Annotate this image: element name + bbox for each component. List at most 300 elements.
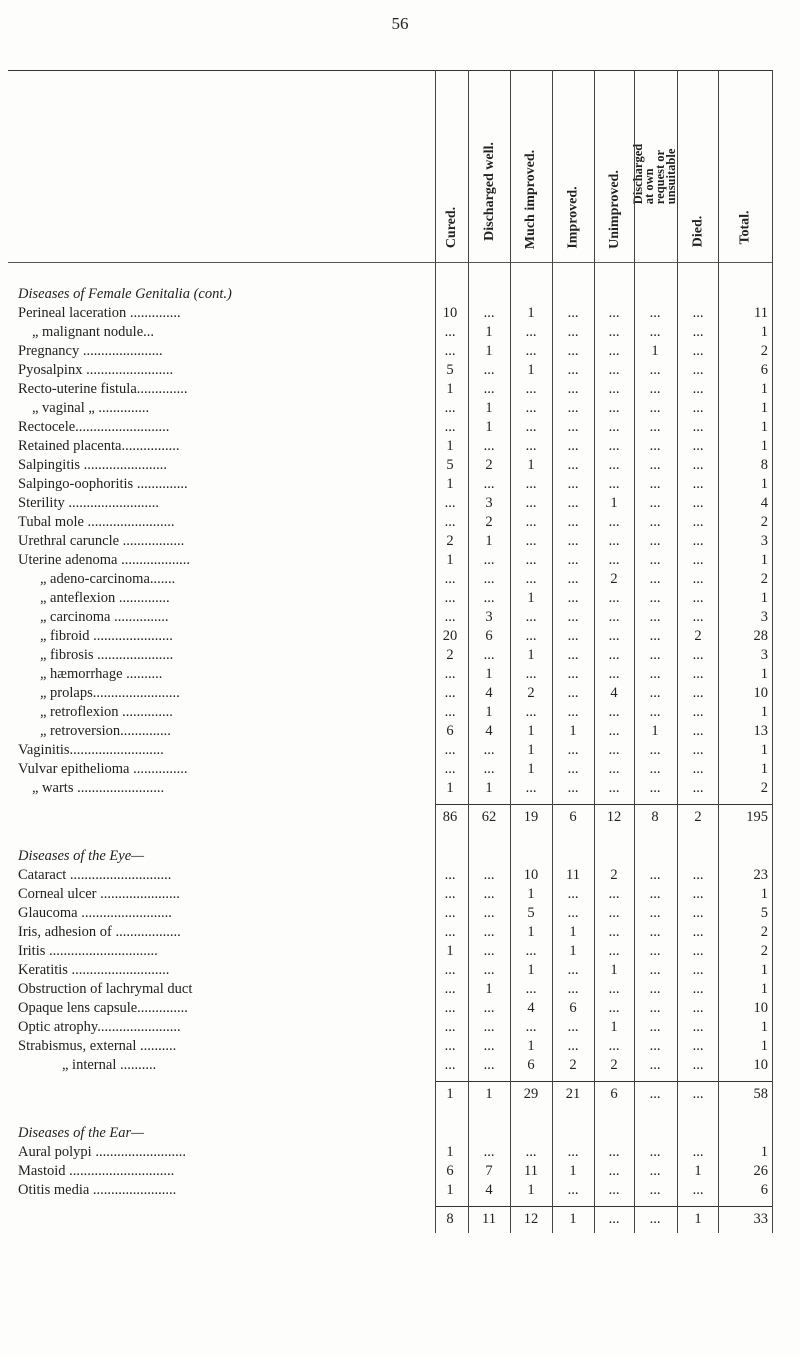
- table-cell: ...: [525, 400, 537, 416]
- table-cell: 2: [569, 1057, 577, 1073]
- table-cell: ...: [692, 552, 704, 568]
- column-header: [718, 70, 772, 256]
- table-cell: ...: [649, 924, 661, 940]
- table-cell: ...: [444, 742, 456, 758]
- row-label: Iritis ..............................: [18, 943, 158, 959]
- table-cell: ...: [692, 685, 704, 701]
- table-cell: 1: [527, 761, 535, 777]
- row-label: Otitis media .......................: [18, 1182, 177, 1198]
- total-cell: 1: [569, 1211, 577, 1227]
- total-cell: ...: [608, 1211, 620, 1227]
- table-cell: ...: [649, 419, 661, 435]
- table-cell: ...: [692, 647, 704, 663]
- table-cell: 1: [527, 962, 535, 978]
- section-title-text: Diseases of the Ear—: [18, 1125, 145, 1141]
- table-cell: 2: [610, 571, 618, 587]
- table-cell: ...: [649, 1182, 661, 1198]
- table-cell: 1: [446, 552, 454, 568]
- table-cell: 10: [442, 305, 458, 321]
- column-rule: [772, 70, 773, 1233]
- total-cell: 11: [482, 1211, 496, 1227]
- total-cell: 1: [485, 1086, 493, 1102]
- table-cell: ...: [649, 400, 661, 416]
- column-header: [552, 70, 594, 256]
- table-cell: 1: [760, 886, 768, 902]
- table-cell: ...: [692, 886, 704, 902]
- column-rule: [435, 70, 436, 1233]
- table-row: [0, 703, 800, 722]
- table-cell: 1: [760, 324, 768, 340]
- table-cell: ...: [692, 324, 704, 340]
- table-cell: ...: [525, 666, 537, 682]
- table-cell: ...: [649, 704, 661, 720]
- table-cell: 4: [485, 685, 493, 701]
- table-cell: ...: [692, 1019, 704, 1035]
- table-cell: 1: [694, 1163, 702, 1179]
- row-label: Vaginitis..........................: [18, 742, 164, 758]
- totals-row: [0, 1085, 800, 1104]
- row-label: „ hæmorrhage ..........: [40, 666, 163, 682]
- column-header: [631, 70, 679, 256]
- table-cell: 1: [527, 647, 535, 663]
- table-cell: ...: [567, 476, 579, 492]
- table-cell: ...: [649, 438, 661, 454]
- table-cell: ...: [649, 685, 661, 701]
- column-rule: [594, 70, 595, 1233]
- row-label: Optic atrophy.......................: [18, 1019, 181, 1035]
- table-cell: 6: [760, 1182, 768, 1198]
- table-cell: ...: [525, 533, 537, 549]
- table-cell: ...: [608, 886, 620, 902]
- table-cell: 20: [442, 628, 458, 644]
- table-cell: 2: [610, 867, 618, 883]
- column-header-label: Improved.: [565, 185, 581, 249]
- table-row: [0, 1056, 800, 1075]
- row-label: Mastoid .............................: [18, 1163, 175, 1179]
- table-cell: 5: [760, 905, 768, 921]
- table-cell: ...: [444, 495, 456, 511]
- table-cell: ...: [567, 571, 579, 587]
- table-cell: ...: [649, 590, 661, 606]
- column-rule: [468, 70, 469, 1233]
- table-cell: ...: [444, 761, 456, 777]
- row-label: Retained placenta................: [18, 438, 180, 454]
- section-title-text: Diseases of the Eye—: [18, 848, 145, 864]
- table-cell: 1: [527, 723, 535, 739]
- table-cell: ...: [608, 1038, 620, 1054]
- table-cell: ...: [483, 867, 495, 883]
- table-cell: ...: [649, 495, 661, 511]
- table-row: [0, 665, 800, 684]
- table-cell: 1: [760, 400, 768, 416]
- table-cell: ...: [649, 457, 661, 473]
- table-cell: ...: [608, 514, 620, 530]
- table-cell: ...: [692, 905, 704, 921]
- table-cell: ...: [483, 362, 495, 378]
- table-row: [0, 532, 800, 551]
- table-cell: ...: [692, 780, 704, 796]
- total-cell: 21: [565, 1086, 581, 1102]
- table-cell: 1: [485, 666, 493, 682]
- table-cell: ...: [567, 647, 579, 663]
- table-row: [0, 570, 800, 589]
- table-cell: ...: [692, 1000, 704, 1016]
- row-label: Uterine adenoma ...................: [18, 552, 190, 568]
- table-cell: ...: [608, 761, 620, 777]
- table-cell: 1: [610, 495, 618, 511]
- table-cell: ...: [525, 514, 537, 530]
- table-cell: ...: [692, 761, 704, 777]
- section-title: [0, 1124, 800, 1143]
- table-cell: ...: [692, 943, 704, 959]
- table-cell: ...: [567, 981, 579, 997]
- row-label: Iris, adhesion of ..................: [18, 924, 181, 940]
- table-cell: ...: [525, 780, 537, 796]
- table-row: [0, 904, 800, 923]
- table-cell: 6: [446, 723, 454, 739]
- table-cell: 1: [569, 924, 577, 940]
- table-cell: ...: [692, 1038, 704, 1054]
- row-label: Rectocele..........................: [18, 419, 170, 435]
- subtotal-rule: [435, 1206, 772, 1207]
- table-cell: ...: [692, 533, 704, 549]
- table-cell: ...: [567, 457, 579, 473]
- table-cell: ...: [567, 628, 579, 644]
- table-cell: 2: [485, 457, 493, 473]
- row-label: „ retroflexion ..............: [40, 704, 173, 720]
- table-cell: 1: [527, 362, 535, 378]
- table-cell: ...: [692, 381, 704, 397]
- table-cell: ...: [444, 1038, 456, 1054]
- table-cell: 4: [485, 723, 493, 739]
- table-row: [0, 361, 800, 380]
- table-cell: 10: [753, 1057, 768, 1073]
- column-header-label: Total.: [737, 210, 753, 245]
- table-cell: 5: [446, 457, 454, 473]
- row-label: „ prolaps........................: [40, 685, 180, 701]
- table-cell: 1: [485, 533, 493, 549]
- table-cell: ...: [567, 742, 579, 758]
- total-cell: 62: [481, 809, 497, 825]
- table-cell: 6: [446, 1163, 454, 1179]
- table-cell: 2: [760, 343, 768, 359]
- table-cell: 1: [446, 381, 454, 397]
- table-cell: 1: [760, 962, 768, 978]
- table-cell: ...: [444, 962, 456, 978]
- table-cell: 2: [446, 533, 454, 549]
- table-cell: ...: [483, 962, 495, 978]
- table-row: [0, 304, 800, 323]
- table-cell: ...: [692, 609, 704, 625]
- page-number: 56: [391, 14, 409, 33]
- table-cell: ...: [608, 590, 620, 606]
- table-cell: 13: [753, 723, 768, 739]
- table-cell: ...: [567, 362, 579, 378]
- table-row: [0, 513, 800, 532]
- table-cell: ...: [608, 457, 620, 473]
- table-cell: 28: [753, 628, 768, 644]
- table-cell: ...: [483, 476, 495, 492]
- table-cell: ...: [649, 1000, 661, 1016]
- table-row: [0, 589, 800, 608]
- table-cell: 1: [527, 457, 535, 473]
- table-cell: ...: [649, 867, 661, 883]
- row-label: Opaque lens capsule..............: [18, 1000, 188, 1016]
- table-cell: 1: [760, 552, 768, 568]
- table-cell: ...: [444, 1000, 456, 1016]
- table-cell: ...: [483, 1144, 495, 1160]
- total-cell: 33: [753, 1211, 768, 1227]
- column-header: [510, 70, 552, 256]
- table-cell: ...: [608, 1144, 620, 1160]
- table-cell: 1: [485, 981, 493, 997]
- table-cell: 10: [523, 867, 539, 883]
- row-label: „ warts ........................: [32, 780, 165, 796]
- table-cell: ...: [483, 438, 495, 454]
- table-cell: ...: [567, 1038, 579, 1054]
- table-cell: ...: [649, 362, 661, 378]
- table-cell: 11: [524, 1163, 538, 1179]
- table-cell: 4: [527, 1000, 535, 1016]
- row-label: Pregnancy ......................: [18, 343, 163, 359]
- table-cell: ...: [692, 1182, 704, 1198]
- table-cell: 1: [485, 324, 493, 340]
- table-cell: ...: [525, 981, 537, 997]
- table-cell: ...: [608, 362, 620, 378]
- table-cell: ...: [567, 552, 579, 568]
- table-cell: ...: [483, 905, 495, 921]
- table-cell: 1: [446, 780, 454, 796]
- table-cell: ...: [692, 419, 704, 435]
- table-cell: 6: [485, 628, 493, 644]
- table-cell: ...: [649, 962, 661, 978]
- table-cell: ...: [692, 514, 704, 530]
- row-label: „ internal ..........: [62, 1057, 157, 1073]
- table-cell: ...: [483, 1000, 495, 1016]
- row-label: Tubal mole ........................: [18, 514, 175, 530]
- table-cell: ...: [525, 1019, 537, 1035]
- table-cell: ...: [608, 704, 620, 720]
- table-cell: 1: [446, 1182, 454, 1198]
- table-cell: ...: [567, 438, 579, 454]
- table-cell: 1: [760, 381, 768, 397]
- table-cell: ...: [608, 1163, 620, 1179]
- table-cell: 1: [527, 742, 535, 758]
- table-cell: ...: [692, 400, 704, 416]
- total-cell: 8: [651, 809, 659, 825]
- table-cell: ...: [608, 742, 620, 758]
- total-cell: 2: [694, 809, 702, 825]
- table-row: [0, 551, 800, 570]
- row-label: Recto-uterine fistula..............: [18, 381, 188, 397]
- table-cell: ...: [608, 628, 620, 644]
- table-cell: ...: [567, 886, 579, 902]
- table-cell: ...: [483, 381, 495, 397]
- row-label: Sterility .........................: [18, 495, 159, 511]
- table-cell: 2: [760, 943, 768, 959]
- totals-row: [0, 1210, 800, 1229]
- table-cell: ...: [649, 905, 661, 921]
- table-cell: ...: [444, 704, 456, 720]
- table-cell: ...: [483, 761, 495, 777]
- table-cell: ...: [692, 742, 704, 758]
- table-cell: ...: [692, 1057, 704, 1073]
- table-cell: 1: [760, 742, 768, 758]
- table-cell: 1: [446, 476, 454, 492]
- table-cell: 1: [569, 943, 577, 959]
- table-cell: ...: [649, 981, 661, 997]
- table-cell: ...: [692, 962, 704, 978]
- table-row: [0, 684, 800, 703]
- table-cell: ...: [444, 514, 456, 530]
- table-cell: ...: [608, 305, 620, 321]
- table-cell: ...: [444, 324, 456, 340]
- table-cell: ...: [649, 552, 661, 568]
- table-cell: 4: [760, 495, 768, 511]
- table-cell: ...: [444, 609, 456, 625]
- table-cell: 1: [527, 886, 535, 902]
- table-cell: 7: [485, 1163, 493, 1179]
- table-cell: ...: [567, 1019, 579, 1035]
- table-cell: ...: [608, 343, 620, 359]
- table-cell: ...: [649, 571, 661, 587]
- section-title: [0, 285, 800, 304]
- row-label: „ vaginal „ ..............: [32, 400, 150, 416]
- table-cell: ...: [444, 590, 456, 606]
- table-cell: 2: [760, 924, 768, 940]
- table-cell: ...: [483, 305, 495, 321]
- table-cell: ...: [608, 324, 620, 340]
- table-cell: ...: [567, 761, 579, 777]
- table-cell: ...: [444, 419, 456, 435]
- table-cell: ...: [525, 628, 537, 644]
- table-cell: ...: [608, 666, 620, 682]
- total-cell: 1: [446, 1086, 454, 1102]
- column-header: [677, 70, 718, 256]
- table-row: [0, 494, 800, 513]
- table-cell: 1: [760, 981, 768, 997]
- table-cell: ...: [692, 495, 704, 511]
- table-row: [0, 1162, 800, 1181]
- table-cell: ...: [649, 886, 661, 902]
- table-cell: 2: [760, 514, 768, 530]
- table-cell: 2: [527, 685, 535, 701]
- column-header: [594, 70, 634, 256]
- table-cell: 1: [760, 704, 768, 720]
- table-cell: ...: [483, 552, 495, 568]
- table-cell: ...: [608, 381, 620, 397]
- row-label: „ fibroid ......................: [40, 628, 173, 644]
- table-cell: 1: [651, 343, 659, 359]
- row-label: Glaucoma .........................: [18, 905, 172, 921]
- table-cell: 1: [527, 1038, 535, 1054]
- table-cell: 1: [760, 1019, 768, 1035]
- table-cell: 1: [569, 723, 577, 739]
- table-cell: 2: [694, 628, 702, 644]
- table-cell: ...: [692, 867, 704, 883]
- table-cell: ...: [692, 981, 704, 997]
- table-cell: 5: [446, 362, 454, 378]
- table-cell: ...: [649, 533, 661, 549]
- table-cell: ...: [649, 476, 661, 492]
- table-cell: ...: [483, 571, 495, 587]
- total-cell: 86: [442, 809, 458, 825]
- table-cell: 2: [485, 514, 493, 530]
- table-cell: ...: [567, 305, 579, 321]
- table-cell: 3: [485, 609, 493, 625]
- table-cell: 1: [485, 780, 493, 796]
- table-cell: ...: [444, 981, 456, 997]
- table-cell: ...: [692, 1144, 704, 1160]
- section-title: [0, 847, 800, 866]
- table-cell: 1: [760, 438, 768, 454]
- row-label: „ retroversion..............: [40, 723, 171, 739]
- table-cell: ...: [567, 666, 579, 682]
- table-cell: ...: [649, 647, 661, 663]
- table-cell: 1: [651, 723, 659, 739]
- table-row: [0, 961, 800, 980]
- table-cell: ...: [444, 1057, 456, 1073]
- row-label: Strabismus, external ..........: [18, 1038, 177, 1054]
- table-cell: ...: [525, 381, 537, 397]
- table-cell: 3: [760, 609, 768, 625]
- table-cell: ...: [525, 704, 537, 720]
- row-label: Perineal laceration ..............: [18, 305, 181, 321]
- table-cell: 26: [753, 1163, 768, 1179]
- row-label: „ adeno-carcinoma.......: [40, 571, 176, 587]
- table-cell: 4: [610, 685, 618, 701]
- table-cell: ...: [649, 943, 661, 959]
- total-cell: 19: [523, 809, 539, 825]
- total-cell: ...: [692, 1086, 704, 1102]
- row-label: Corneal ulcer ......................: [18, 886, 180, 902]
- table-cell: 8: [760, 457, 768, 473]
- table-cell: ...: [649, 761, 661, 777]
- column-rule: [510, 70, 511, 1233]
- row-label: „ fibrosis .....................: [40, 647, 174, 663]
- table-cell: 4: [485, 1182, 493, 1198]
- row-label: Pyosalpinx ........................: [18, 362, 174, 378]
- column-rule: [677, 70, 678, 1233]
- row-label: Salpingo-oophoritis ..............: [18, 476, 188, 492]
- table-cell: ...: [692, 723, 704, 739]
- table-cell: 1: [760, 1144, 768, 1160]
- table-cell: ...: [483, 1057, 495, 1073]
- table-cell: ...: [444, 905, 456, 921]
- table-cell: ...: [649, 324, 661, 340]
- table-row: [0, 418, 800, 437]
- section-title-text: Diseases of Female Genitalia (cont.): [18, 286, 232, 302]
- table-cell: ...: [483, 943, 495, 959]
- table-row: [0, 942, 800, 961]
- column-rule: [634, 70, 635, 1233]
- total-cell: 1: [694, 1211, 702, 1227]
- table-cell: ...: [692, 305, 704, 321]
- table-cell: ...: [483, 924, 495, 940]
- row-label: Keratitis ...........................: [18, 962, 170, 978]
- table-cell: ...: [608, 419, 620, 435]
- table-cell: ...: [608, 723, 620, 739]
- table-row: [0, 999, 800, 1018]
- table-cell: 6: [569, 1000, 577, 1016]
- table-cell: ...: [608, 924, 620, 940]
- column-header-label: Much improved.: [523, 149, 539, 249]
- table-cell: ...: [608, 400, 620, 416]
- column-header-label: Died.: [690, 215, 705, 248]
- table-cell: ...: [483, 590, 495, 606]
- table-row: [0, 885, 800, 904]
- table-cell: 6: [527, 1057, 535, 1073]
